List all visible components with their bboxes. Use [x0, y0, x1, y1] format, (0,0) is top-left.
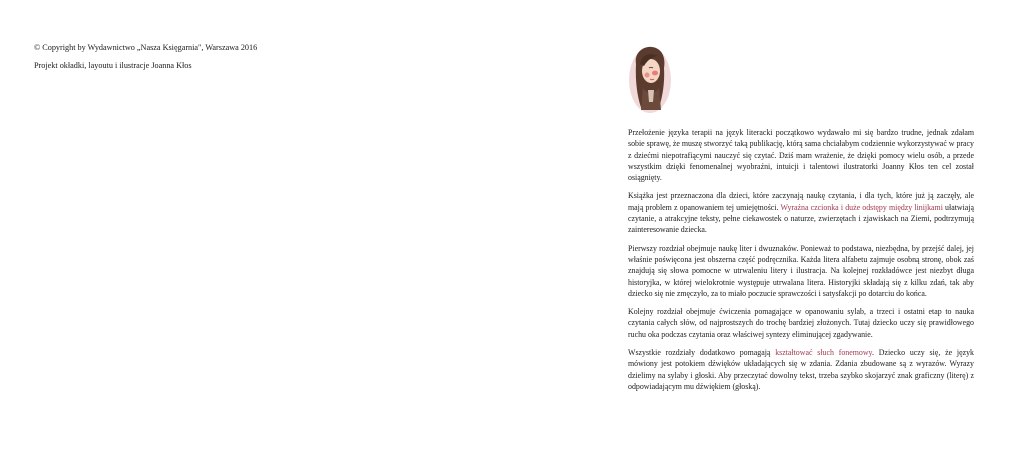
paragraph-5-text-a: Wszystkie rozdziały dodatkowo pomagają	[628, 348, 776, 358]
left-page	[34, 42, 454, 78]
paragraph-4: Kolejny rozdział obejmuje ćwiczenia pomagające w opanowaniu sylab, a trzeci i ostatni etap to nauka czytania całych słów, od najprostszych do trochę bardziej złożonych. Tutaj dziecko uczy się prawidłowego ruchu oka podczas czytania oraz właściwej syntezy eliminującej zgadywanie.	[628, 307, 974, 339]
copyright-notice: © Copyright by Wydawnictwo „Nasza Księgarnia", Warszawa 2016	[34, 43, 258, 52]
right-page	[628, 44, 974, 399]
paragraph-5-text-b: . Dziecko uczy się, że język mówiony jest potokiem dźwięków układających się w zdania. Zdania zbudowane są z wyrazów. Wyrazy dzielimy na sylaby i głoski. Aby przeczytać dowolny tekst, trzeba szybko skojarzyć znak graficzny (literę) z odpowiadającym mu dźwiękiem (głoską).	[628, 348, 974, 391]
foreword-text	[628, 127, 974, 392]
author-portrait-icon	[628, 44, 672, 114]
paragraph-1: Przełożenie języka terapii na język literacki początkowo wydawało mi się bardzo trudne, jednak zdałam sobie sprawę, że muszę stworzyć taką publikację, którą sama chciałabym codziennie wykorzystywać w pracy z dziećmi niepotrafiącymi nauczyć się czytać. Dziś mam wrażenie, że dzięki pomocy wielu osób, a przede wszystkim dzięki fenomenalnej wyobraźni, intuicji i talentowi ilustratorki Joanny Kłos ten cel został osiągnięty.	[628, 128, 974, 183]
credits-line: Projekt okładki, layoutu i ilustracje Joanna Kłos	[34, 61, 192, 70]
paragraph-5-highlight: kształtować słuch fonemowy	[775, 348, 872, 358]
paragraph-3: Pierwszy rozdział obejmuje naukę liter i dwuznaków. Ponieważ to podstawa, niezbędna, by przejść dalej, jej właśnie poświęcona jest obszerna część podręcznika. Każda litera alfabetu zajmuje osobną stronę, obok zaś znajdują się słowa pomocne w utrwaleniu litery i ilustracja. Na kolejnej rozkładówce jest niezbyt długa historyjka, w której wielokrotnie występuje utrwalana litera. Historyjki składają się z kilku zdań, tak aby dziecko się nie zmęczyło, za to miało poczucie sprawczości i satysfakcji po dotarciu do końca.	[628, 243, 974, 298]
paragraph-2-text-b: ułatwiają czytanie, a atrakcyjne teksty, pełne ciekawostek o naturze, zwierzętach i zjawiskach na Ziemi, podtrzymują zainteresowanie dziecka.	[628, 202, 974, 235]
paragraph-2-highlight: Wyraźna czcionka i duże odstępy między linijkami	[780, 202, 943, 212]
paragraph-5	[628, 347, 974, 392]
paragraph-2-text-a: Książka jest przeznaczona dla dzieci, które zaczynają naukę czytania, i dla tych, które już ją zaczęły, ale mają problem z opanowaniem tej umiejętności.	[628, 191, 974, 212]
paragraph-2	[628, 190, 974, 235]
